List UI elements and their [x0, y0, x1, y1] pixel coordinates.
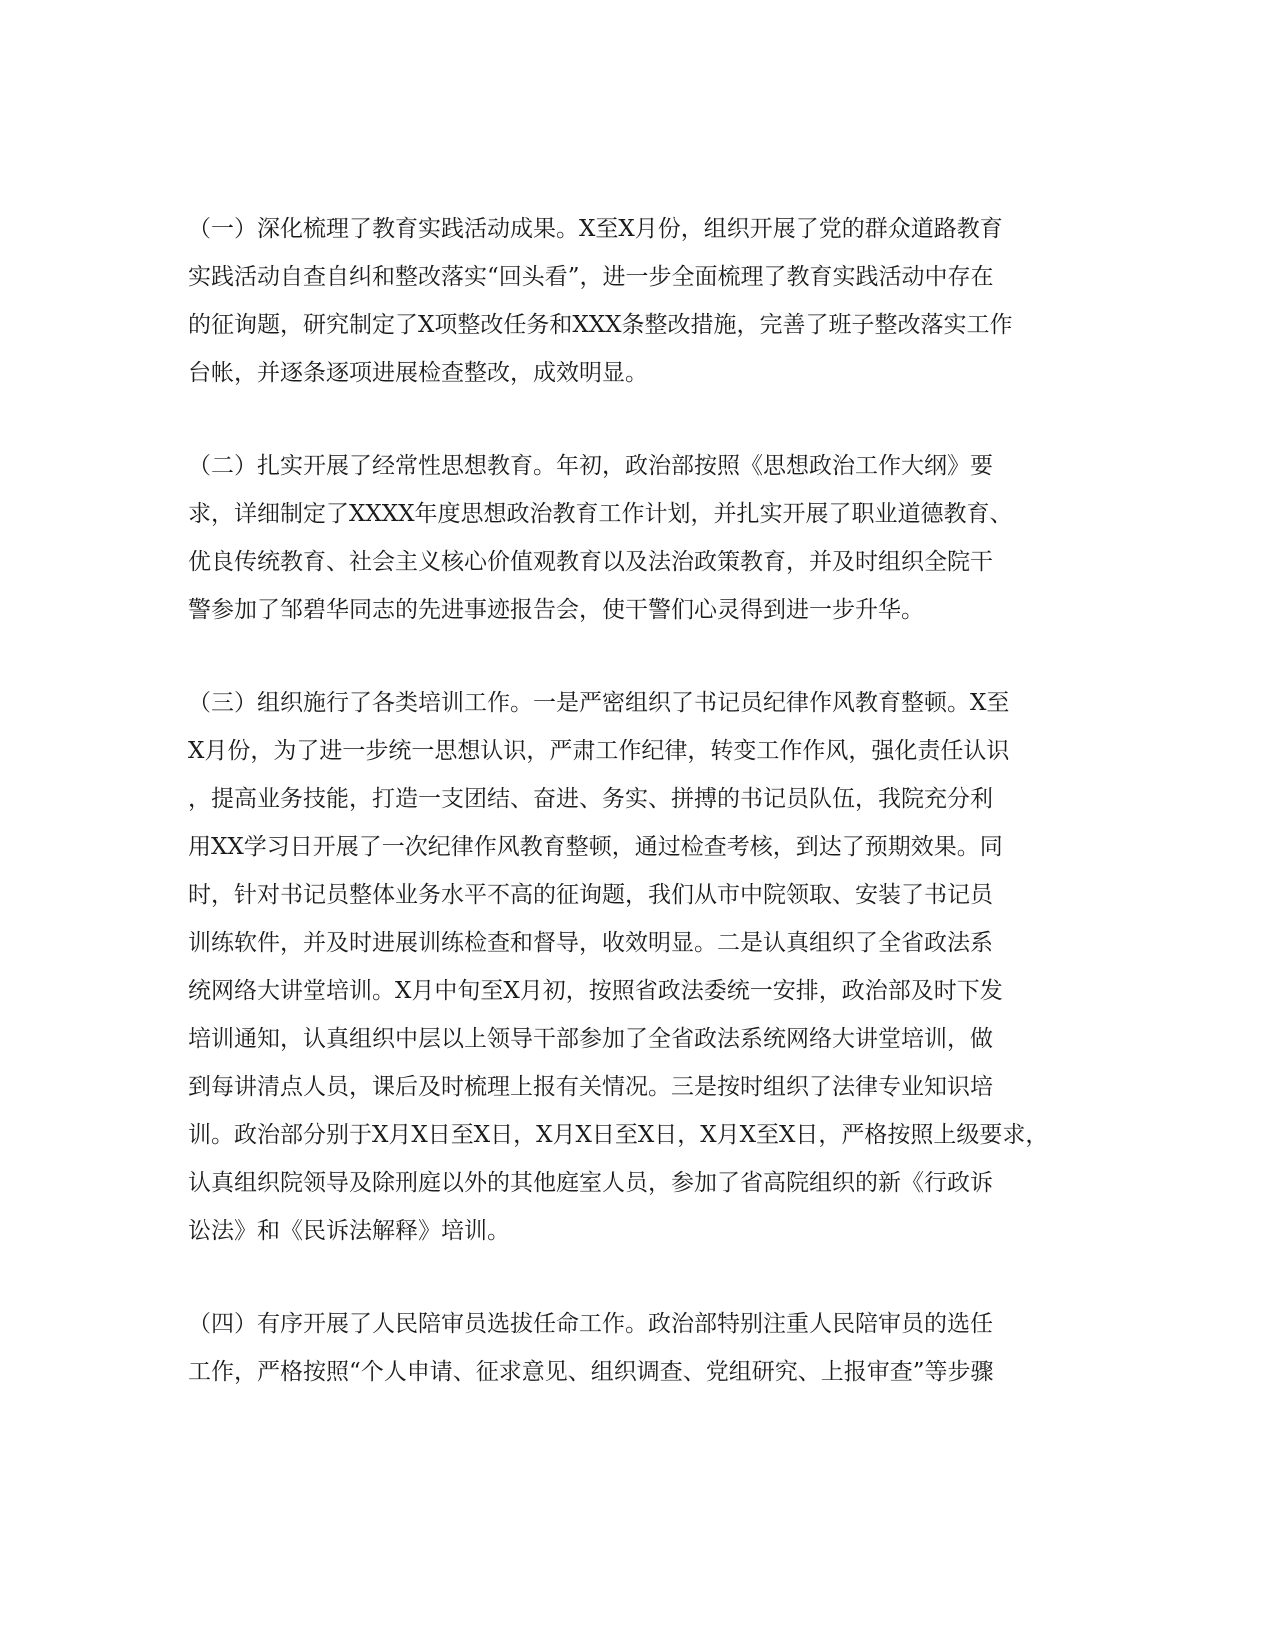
- text-line: 警参加了邹碧华同志的先进事迹报告会，使干警们心灵得到进一步升华。: [188, 597, 924, 623]
- text-line: 培训通知，认真组织中层以上领导干部参加了全省政法系统网络大讲堂培训，做: [188, 1026, 993, 1052]
- text-line: 到每讲清点人员，课后及时梳理上报有关情况。三是按时组织了法律专业知识培: [188, 1074, 993, 1100]
- text-line: ，提高业务技能，打造一支团结、奋进、务实、拼搏的书记员队伍，我院充分利: [188, 786, 993, 812]
- text-line: 实践活动自查自纠和整改落实“回头看”，进一步全面梳理了教育实践活动中存在: [188, 264, 994, 290]
- text-line: 认真组织院领导及除刑庭以外的其他庭室人员，参加了省高院组织的新《行政诉: [188, 1170, 993, 1196]
- text-line: （一）深化梳理了教育实践活动成果。X至X月份，组织开展了党的群众道路教育: [188, 216, 1003, 242]
- text-line: 用XX学习日开展了一次纪律作风教育整顿，通过检查考核，到达了预期效果。同: [188, 834, 1003, 860]
- text-line: 训。政治部分别于X月X日至X日，X月X日至X日，X月X至X日，严格按照上级要求，: [188, 1122, 1049, 1148]
- text-line: 台帐，并逐条逐项进展检查整改，成效明显。: [188, 360, 648, 386]
- paragraph: [188, 1300, 1068, 1396]
- text-line: 讼法》和《民诉法解释》培训。: [188, 1218, 510, 1244]
- paragraph: [188, 679, 1068, 1255]
- text-line: 优良传统教育、社会主义核心价值观教育以及法治政策教育，并及时组织全院干: [188, 549, 993, 575]
- text-line: 的征询题，研究制定了X项整改任务和XXX条整改措施，完善了班子整改落实工作: [188, 312, 1013, 338]
- text-line: 工作，严格按照“个人申请、征求意见、组织调查、党组研究、上报审查”等步骤: [188, 1359, 994, 1385]
- paragraph: [188, 442, 1068, 634]
- text-line: X月份，为了进一步统一思想认识，严肃工作纪律，转变工作作风，强化责任认识: [188, 738, 1010, 764]
- text-line: 训练软件，并及时进展训练检查和督导，收效明显。二是认真组织了全省政法系: [188, 930, 993, 956]
- text-line: 求，详细制定了XXXX年度思想政治教育工作计划，并扎实开展了职业道德教育、: [188, 501, 1013, 527]
- text-line: （二）扎实开展了经常性思想教育。年初，政治部按照《思想政治工作大纲》要: [188, 453, 993, 479]
- paragraph: [188, 205, 1068, 397]
- text-line: 时，针对书记员整体业务水平不高的征询题，我们从市中院领取、安装了书记员: [188, 882, 993, 908]
- text-line: 统网络大讲堂培训。X月中旬至X月初，按照省政法委统一安排，政治部及时下发: [188, 978, 1003, 1004]
- document-body: [188, 205, 1068, 1441]
- text-line: （三）组织施行了各类培训工作。一是严密组织了书记员纪律作风教育整顿。X至: [188, 690, 1010, 716]
- text-line: （四）有序开展了人民陪审员选拔任命工作。政治部特别注重人民陪审员的选任: [188, 1311, 993, 1337]
